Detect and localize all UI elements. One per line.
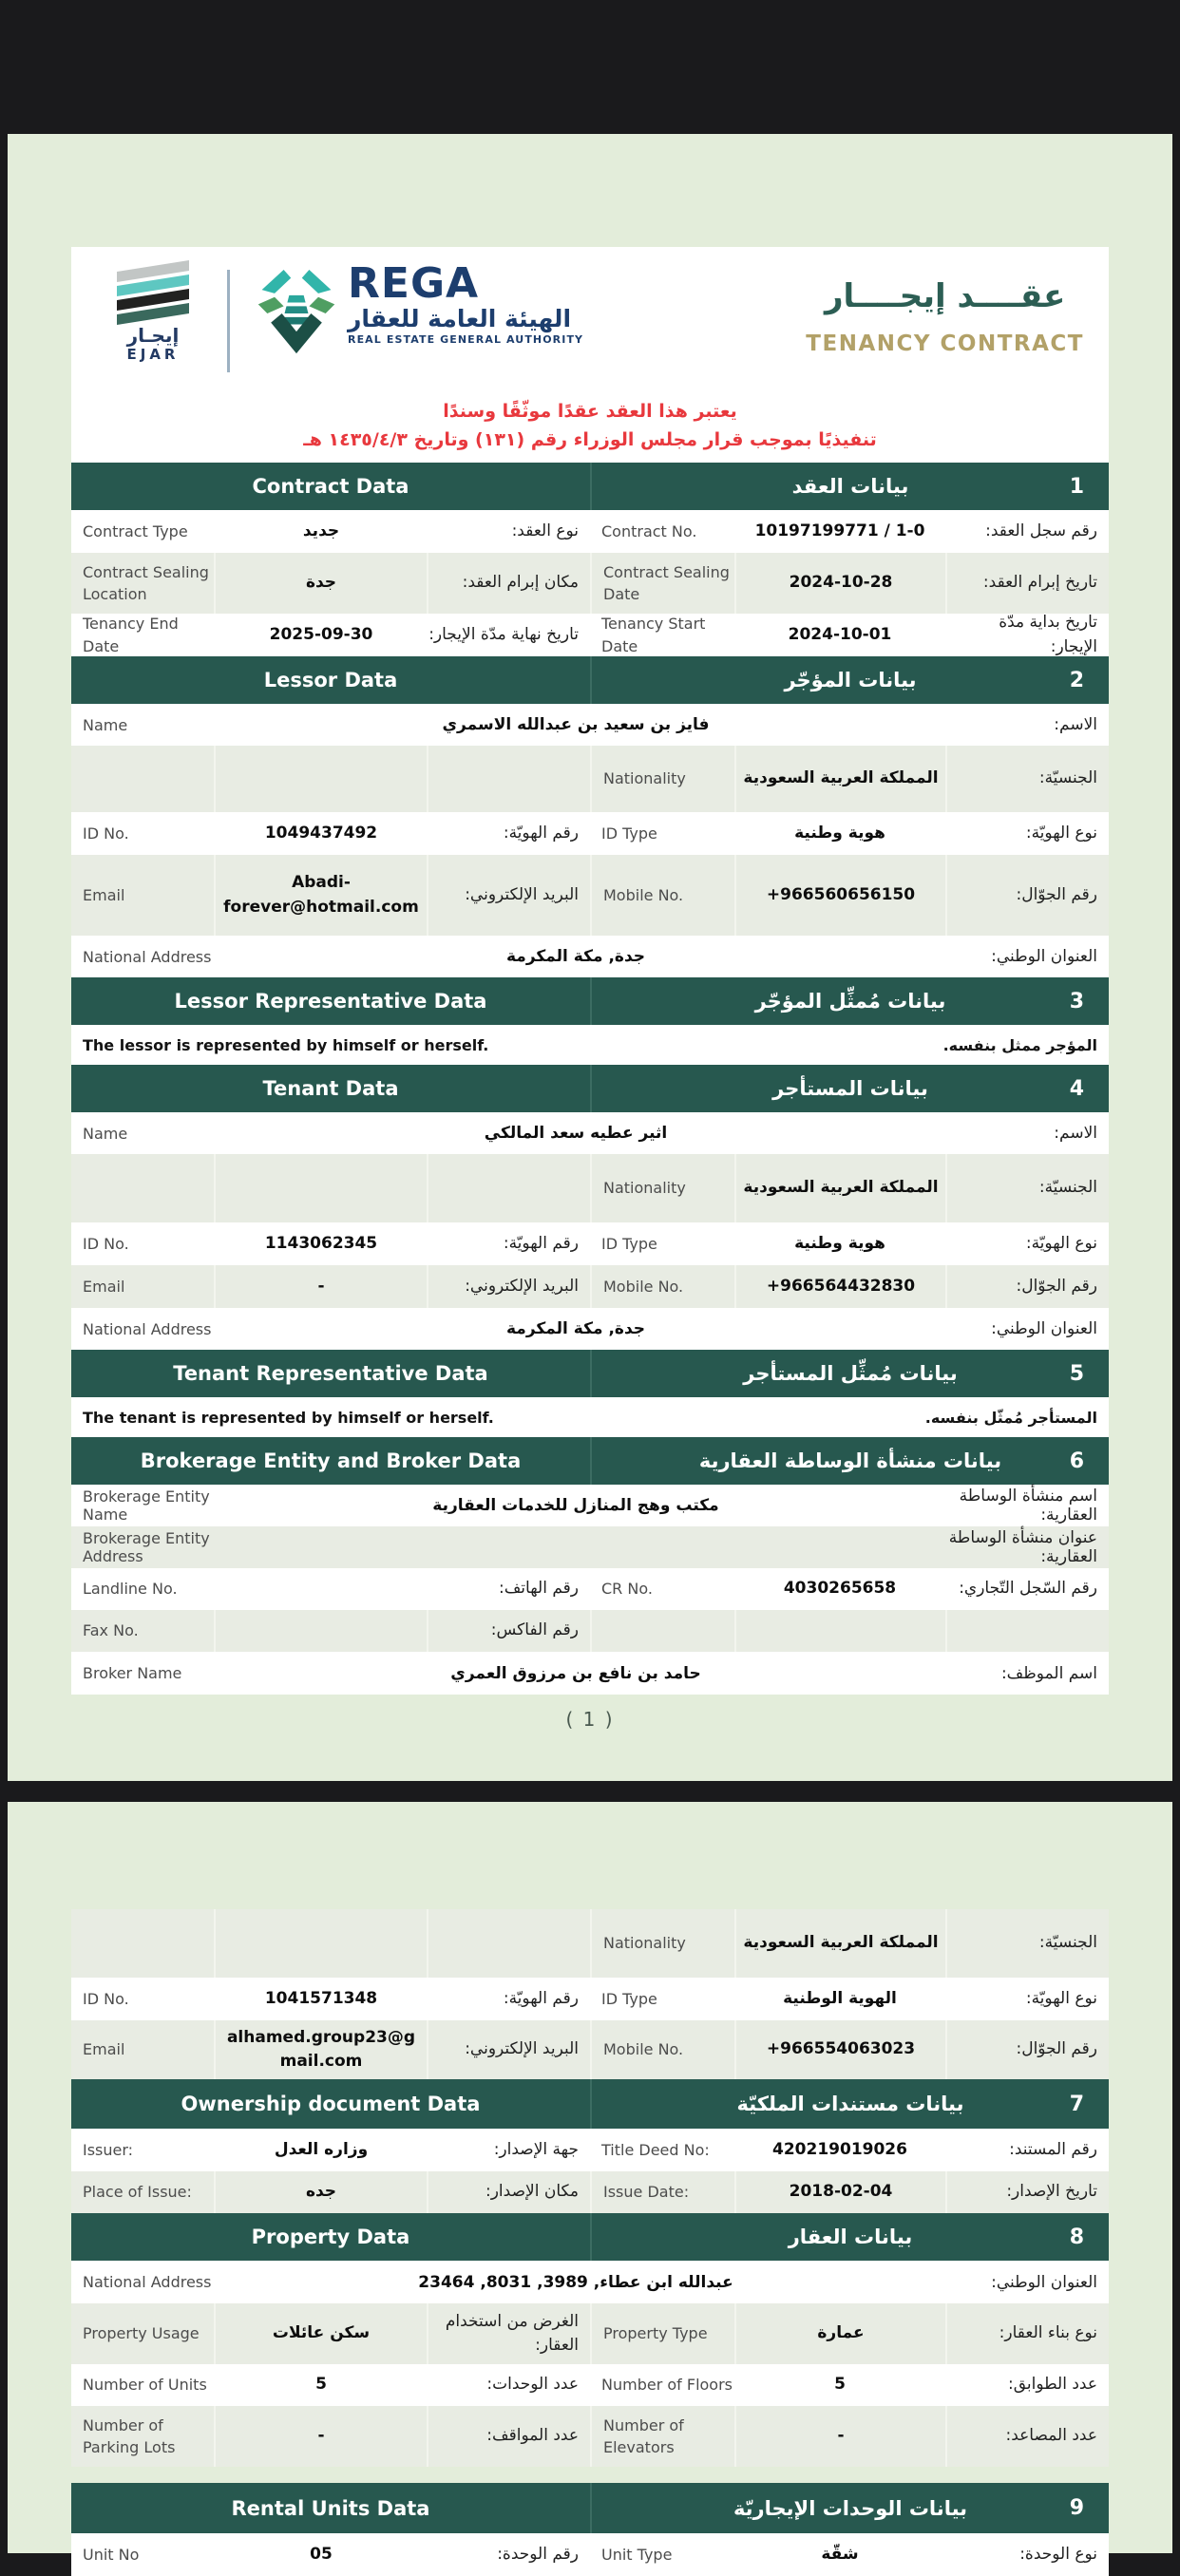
rega-name: REGA [348, 259, 480, 308]
contract-page-2 [8, 1802, 1172, 2564]
label-ar: عدد الوحدات: [486, 2375, 579, 2395]
label-en: Broker Name [83, 1664, 182, 1682]
section-title-en: Property Data [251, 2226, 410, 2248]
table-row [71, 2533, 1109, 2576]
table-row [71, 936, 1109, 977]
field-value: 420219019026 [772, 2139, 907, 2159]
label-ar: العنوان الوطني: [991, 2272, 1097, 2292]
field-value: سكن عائلات [214, 2303, 428, 2364]
ejar-wordmark-en: EJAR [126, 346, 180, 363]
label-en: Brokerage Entity Address [83, 1529, 210, 1565]
label-ar: رقم الفاكس: [490, 1620, 579, 1640]
table-row [71, 1265, 1109, 1308]
label-ar: الاسم: [1054, 715, 1097, 734]
table-row [71, 553, 1109, 614]
field-value: 2018-02-04 [734, 2171, 947, 2213]
label-en: ID No. [83, 1989, 129, 2008]
label-ar: تاريخ بداية مدّة الإيجار: [999, 613, 1097, 656]
section-number: 5 [1069, 1361, 1084, 1386]
contract-page-1 [8, 134, 1172, 1781]
field-value: 1143062345 [264, 1233, 378, 1253]
field-value: جدة [214, 553, 428, 614]
label-ar: نوع الهويّة: [1025, 1233, 1097, 1253]
section-title-en: Contract Data [252, 475, 409, 498]
label-en: Number of Parking Lots [83, 2415, 176, 2456]
field-value: المملكة العربية السعودية [734, 1154, 947, 1222]
label-en: Number of Units [83, 2376, 207, 2395]
section-title-ar: بيانات المؤجّر [784, 669, 917, 691]
section-title-en: Tenant Data [262, 1077, 399, 1100]
contract-title-ar: عقــــد إيجــــار [824, 277, 1066, 315]
field-value [214, 1610, 428, 1652]
label-ar: رقم السّجل التّجاري: [959, 1579, 1097, 1599]
label-en: ID Type [601, 1989, 657, 2008]
table-row [71, 1222, 1109, 1265]
label-en: ID Type [601, 824, 657, 843]
table-row [71, 2406, 1109, 2467]
document-header [71, 247, 1109, 463]
table-row [71, 2364, 1109, 2406]
field-value: حامد بن نافع بن مرزوق العمري [450, 1663, 701, 1683]
label-en: Email [83, 1277, 125, 1296]
table-row [71, 1485, 1109, 1526]
label-ar: رقم الهويّة: [503, 823, 579, 843]
label-en: Contract Type [83, 521, 188, 540]
label-ar: نوع العقد: [511, 521, 579, 540]
table-row [71, 1112, 1109, 1154]
table-row [71, 746, 1109, 812]
label-en: ID No. [83, 824, 129, 843]
label-en: Email [83, 885, 125, 904]
label-ar: الجنسيّة: [1038, 1178, 1097, 1198]
table-row [71, 2020, 1109, 2079]
label-en: Email [83, 2040, 125, 2059]
rega-text [348, 259, 584, 347]
section-number: 8 [1069, 2225, 1084, 2249]
section-header-tenant-data [71, 1065, 1109, 1112]
page-top-margin [8, 1802, 1172, 1909]
section-title-ar: بيانات مستندات الملكيّة [736, 2093, 964, 2115]
field-value: 5 [315, 2375, 327, 2395]
label-en: Place of Issue: [83, 2183, 192, 2202]
section-header-lessor-data [71, 656, 1109, 704]
label-ar: رقم الجوّال: [1016, 884, 1097, 904]
label-en: Number of Elevators [603, 2415, 684, 2456]
label-ar: عنوان منشأة الوساطة العقارية: [948, 1528, 1097, 1566]
label-ar: تاريخ نهاية مدّة الإيجار: [428, 624, 579, 644]
label-en: Unit Type [601, 2545, 673, 2564]
table-row [71, 614, 1109, 656]
section-title-en: Ownership document Data [181, 2093, 481, 2115]
table-row [71, 2171, 1109, 2213]
field-value: المملكة العربية السعودية [734, 1909, 947, 1978]
label-en: Brokerage Entity Name [83, 1487, 210, 1524]
section-number: 2 [1069, 668, 1084, 692]
label-ar: رقم الجوّال: [1016, 1276, 1097, 1296]
label-ar: عدد الطوابق: [1007, 2375, 1097, 2395]
field-value: مكتب وهج المنازل للخدمات العقارية [432, 1496, 719, 1515]
rega-name-ar: الهيئة العامة للعقار [348, 304, 572, 332]
table-row [71, 704, 1109, 746]
note-en: The lessor is represented by himself or herself. [83, 1035, 489, 1054]
label-ar: نوع الهويّة: [1025, 1988, 1097, 2008]
label-en: Mobile No. [603, 1277, 684, 1296]
label-en: Mobile No. [603, 2040, 684, 2059]
label-en: Tenancy Start Date [601, 615, 706, 655]
label-ar: الاسم: [1054, 1124, 1097, 1143]
section-title-ar: بيانات المستأجر [772, 1077, 928, 1100]
field-value: المملكة العربية السعودية [734, 746, 947, 812]
label-en: Name [83, 1124, 128, 1143]
section-header-ownership-document [71, 2079, 1109, 2129]
field-value: alhamed.group23@gmail.com [214, 2020, 428, 2079]
label-en: Nationality [603, 1179, 686, 1198]
label-ar: تاريخ إبرام العقد: [982, 573, 1097, 593]
field-value: جدة, مكة المكرمة [505, 1319, 646, 1338]
label-ar: جهة الإصدار: [493, 2139, 579, 2159]
table-row [71, 855, 1109, 936]
section-number: 4 [1069, 1076, 1084, 1101]
label-ar: مكان الإصدار: [485, 2182, 579, 2202]
field-value: عبدالله ابن عطاء, 3989, 8031, 23464 [418, 2272, 733, 2292]
label-en: Mobile No. [603, 885, 684, 904]
label-ar: العنوان الوطني: [991, 947, 1097, 966]
section-header-brokerage [71, 1437, 1109, 1485]
table-row [71, 1652, 1109, 1695]
label-en: Issuer: [83, 2140, 134, 2159]
section-number: 6 [1069, 1449, 1084, 1473]
field-value: شقّة [821, 2544, 859, 2564]
table-row [71, 1568, 1109, 1610]
contract-title-en: TENANCY CONTRACT [806, 331, 1084, 356]
label-ar: الجنسيّة: [1038, 768, 1097, 788]
label-en: National Address [83, 2273, 212, 2291]
section-header-rental-units [71, 2483, 1109, 2533]
label-ar: رقم المستند: [1009, 2139, 1097, 2159]
label-ar: البريد الإلكتروني: [465, 1276, 579, 1296]
field-value: Abadi-forever@hotmail.com [214, 855, 428, 936]
legal-notice-line1: يعتبر هذا العقد عقدًا موثّقًا وسندًا [443, 401, 737, 422]
ejar-wordmark-ar: إيجـار [126, 324, 180, 347]
section-header-property-data [71, 2213, 1109, 2261]
label-en: Contract Sealing Location [83, 562, 209, 603]
label-en: Tenancy End Date [83, 615, 179, 655]
section-header-contract-data [71, 463, 1109, 510]
label-en: ID No. [83, 1234, 129, 1253]
representative-note-row [71, 1397, 1109, 1437]
section-title-en: Tenant Representative Data [173, 1362, 488, 1385]
label-en: Landline No. [83, 1580, 178, 1599]
section-title-ar: بيانات العقد [791, 475, 909, 498]
field-value: فايز بن سعيد بن عبدالله الاسمري [442, 715, 710, 734]
label-en: CR No. [601, 1580, 653, 1599]
label-en: Unit No [83, 2545, 140, 2564]
label-en: Fax No. [83, 1621, 139, 1640]
field-value: 05 [310, 2544, 333, 2564]
label-en: Nationality [603, 769, 686, 788]
field-value: جدة, مكة المكرمة [505, 947, 646, 966]
field-value: هوية وطنية [794, 1233, 885, 1253]
field-value: - [734, 2406, 947, 2467]
field-value: 5 [834, 2375, 846, 2395]
section-title-ar: بيانات الوحدات الإيجاريّة [733, 2496, 968, 2520]
representative-note-row [71, 1025, 1109, 1065]
legal-notice [96, 397, 1084, 454]
label-en: Property Type [603, 2324, 708, 2343]
field-value: اثير عطيه سعد المالكي [484, 1124, 668, 1143]
label-ar: رقم الجوّال: [1016, 2039, 1097, 2059]
section-header-tenant-representative [71, 1350, 1109, 1397]
field-value: وزاره العدل [274, 2139, 369, 2159]
section-number: 1 [1069, 474, 1084, 499]
label-ar: تاريخ الإصدار: [1006, 2182, 1097, 2202]
section-header-lessor-representative [71, 977, 1109, 1025]
rega-subtitle: REAL ESTATE GENERAL AUTHORITY [348, 333, 584, 347]
field-value: +966554063023 [734, 2020, 947, 2079]
table-row [71, 2261, 1109, 2303]
label-en: Nationality [603, 1934, 686, 1953]
ejar-logo [96, 264, 210, 363]
logo-divider [227, 270, 230, 372]
label-ar: مكان إبرام العقد: [462, 573, 579, 593]
field-value: جده [214, 2171, 428, 2213]
section-number: 3 [1069, 989, 1084, 1013]
label-ar: نوع الوحدة: [1019, 2544, 1097, 2564]
note-en: The tenant is represented by himself or herself. [83, 1408, 494, 1427]
document-title [806, 264, 1084, 356]
label-ar: رقم الهويّة: [503, 1233, 579, 1253]
field-value: هوية وطنية [794, 823, 885, 843]
field-value: جديد [302, 521, 340, 540]
table-row [71, 2129, 1109, 2171]
label-en: Contract Sealing Date [603, 562, 730, 603]
label-ar: البريد الإلكتروني: [465, 884, 579, 904]
field-value: +966564432830 [734, 1265, 947, 1308]
table-row [71, 1610, 1109, 1652]
label-ar: الجنسيّة: [1038, 1933, 1097, 1953]
label-ar: البريد الإلكتروني: [465, 2039, 579, 2059]
label-ar: رقم الهويّة: [503, 1988, 579, 2008]
label-ar: اسم منشأة الوساطة العقارية: [959, 1487, 1097, 1525]
label-en: ID Type [601, 1234, 657, 1253]
label-en: National Address [83, 947, 212, 966]
label-en: Name [83, 715, 128, 734]
section-title-ar: بيانات مُمثِّل المستأجر [743, 1362, 958, 1385]
field-value: 1049437492 [264, 823, 378, 843]
logo-row [96, 259, 1084, 395]
page-top-margin [8, 134, 1172, 247]
section-title-ar: بيانات مُمثِّل المؤجّر [754, 990, 946, 1013]
section-number: 7 [1069, 2092, 1084, 2116]
section-title-en: Brokerage Entity and Broker Data [140, 1449, 522, 1472]
table-row [71, 1909, 1109, 1978]
label-en: Contract No. [601, 521, 697, 540]
page-number: ( 1 ) [565, 1708, 615, 1731]
label-ar: الغرض من استخدام العقار: [445, 2311, 579, 2355]
field-value: +966560656150 [734, 855, 947, 936]
label-ar: نوع الهويّة: [1025, 823, 1097, 843]
section-gap [71, 2467, 1109, 2483]
label-ar: نوع بناء العقار: [999, 2323, 1097, 2343]
label-en: Property Usage [83, 2324, 200, 2343]
field-value: 2024-10-01 [788, 624, 892, 644]
label-ar: عدد المواقف: [486, 2426, 579, 2446]
table-row [71, 1978, 1109, 2020]
section-number: 9 [1069, 2496, 1084, 2520]
section-title-en: Rental Units Data [231, 2496, 430, 2520]
label-ar: عدد المصاعد: [1005, 2426, 1097, 2446]
rega-palm-icon [253, 264, 340, 363]
ejar-stripes-icon [96, 266, 210, 319]
label-en: National Address [83, 1319, 212, 1338]
page2-content [71, 1909, 1109, 2576]
section-title-ar: بيانات العقار [788, 2226, 913, 2248]
label-en: Number of Floors [601, 2376, 733, 2395]
field-value: 4030265658 [783, 1579, 897, 1599]
label-ar: رقم سجل العقد: [985, 521, 1097, 540]
section-title-en: Lessor Data [263, 669, 398, 691]
note-ar: المؤجر ممثل بنفسه. [942, 1035, 1097, 1054]
section-title-ar: بيانات منشأة الوساطة العقارية [698, 1449, 1002, 1472]
table-row [71, 510, 1109, 553]
field-value: - [214, 1265, 428, 1308]
field-value: 1041571348 [264, 1988, 378, 2008]
note-ar: المستأجر مُمثّل بنفسه. [924, 1408, 1097, 1427]
label-ar: اسم الموظف: [1000, 1663, 1097, 1683]
field-value: - [214, 2406, 428, 2467]
field-value: عمارة [734, 2303, 947, 2364]
table-row [71, 1526, 1109, 1568]
page1-content [71, 247, 1109, 1731]
field-value: الهوية الوطنية [783, 1988, 897, 2008]
field-value: 10197199771 / 1-0 [754, 521, 925, 540]
label-en: Issue Date: [603, 2183, 690, 2202]
section-title-en: Lessor Representative Data [174, 990, 487, 1013]
rega-logo [253, 259, 584, 363]
field-value: 2024-10-28 [734, 553, 947, 614]
table-row [71, 1154, 1109, 1222]
label-ar: العنوان الوطني: [991, 1319, 1097, 1338]
table-row [71, 1308, 1109, 1350]
field-value: 2025-09-30 [269, 624, 373, 644]
table-row [71, 812, 1109, 855]
label-ar: رقم الوحدة: [497, 2544, 579, 2564]
table-row [71, 2303, 1109, 2364]
label-ar: رقم الهاتف: [498, 1579, 579, 1599]
legal-notice-line2: تنفيذيًا بموجب قرار مجلس الوزراء رقم (١٣١) وتاريخ ١٤٣٥/٤/٣ هـ [303, 429, 877, 450]
label-en: Title Deed No: [601, 2140, 710, 2159]
